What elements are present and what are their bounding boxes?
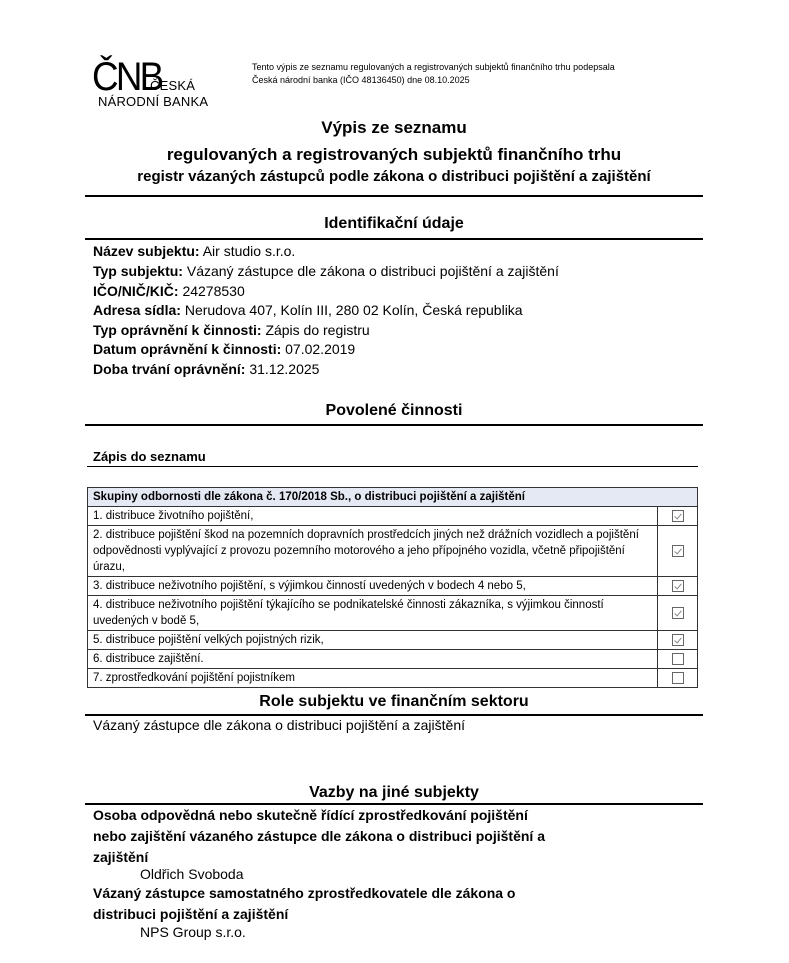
row-checkbox-cell [658, 631, 698, 650]
relation-label-responsible-person: Osoba odpovědná nebo skutečně řídící zprostředkování pojištění nebo zajištění vázaného zástupce dle zákona o distribuci pojištění a zajištění [93, 807, 545, 865]
row-text: 7. zprostředkování pojištění pojistníkem [88, 669, 658, 688]
checkbox-unchecked-icon [672, 672, 684, 684]
row-text: 4. distribuce neživotního pojištění týkajícího se podnikatelské činnosti zákazníka, s výjimkou činností uvedených v bodě 5, [88, 596, 658, 631]
field-label: Typ subjektu: [93, 263, 183, 279]
checkbox-checked-icon [672, 510, 684, 522]
row-checkbox-cell [658, 526, 698, 577]
field-subject-type [93, 261, 559, 281]
table-row [88, 507, 698, 526]
cnb-logo [90, 57, 250, 113]
field-authorization-duration [93, 359, 319, 379]
field-ico [93, 281, 245, 301]
field-authorization-type [93, 320, 370, 340]
subsection-heading-register: Zápis do seznamu [93, 449, 206, 464]
section-heading-relations: Vazby na jiné subjekty [309, 784, 479, 801]
field-value: Vázaný zástupce dle zákona o distribuci pojištění a zajištění [186, 263, 559, 279]
section-heading-role: Role subjektu ve finančním sektoru [259, 693, 529, 710]
row-text: 5. distribuce pojištění velkých pojistných rizik, [88, 631, 658, 650]
table-row [88, 631, 698, 650]
field-value: Air studio s.r.o. [202, 243, 296, 259]
checkbox-checked-icon [672, 580, 684, 592]
field-address [93, 300, 523, 320]
field-authorization-date [93, 339, 355, 359]
field-label: Datum oprávnění k činnosti: [93, 341, 282, 357]
field-value: 31.12.2025 [249, 361, 320, 377]
role-divider [85, 714, 703, 716]
row-checkbox-cell [658, 669, 698, 688]
row-checkbox-cell [658, 650, 698, 669]
field-label: Adresa sídla: [93, 302, 181, 318]
row-text: 2. distribuce pojištění škod na pozemních dopravních prostředcích jiných než drážních vozidlech a pojištění odpovědnosti vyplývající z provozu pozemního motorového a jeho přípojného vozidla, včetně připojištění úrazu, [88, 526, 658, 577]
relation-value-responsible-person: Oldřich Svoboda [140, 866, 244, 882]
signature-note-line2: Česká národní banka (IČO 48136450) dne 08.10.2025 [252, 75, 470, 85]
signature-note-line1: Tento výpis ze seznamu regulovaných a registrovaných subjektů finančního trhu podepsala [252, 62, 615, 72]
checkbox-checked-icon [672, 545, 684, 557]
checkbox-checked-icon [672, 634, 684, 646]
activities-divider [85, 424, 703, 426]
row-text: 6. distribuce zajištění. [88, 650, 658, 669]
identification-divider [85, 238, 703, 240]
document-title: Výpis ze seznamu [321, 118, 467, 137]
field-value: 24278530 [182, 283, 245, 299]
document-subtitle: registr vázaných zástupců podle zákona o distribuci pojištění a zajištění [137, 168, 651, 185]
field-value: Zápis do registru [265, 322, 370, 338]
table-row [88, 526, 698, 577]
field-value: 07.02.2019 [285, 341, 356, 357]
field-label: Název subjektu: [93, 243, 200, 259]
field-label: Doba trvání oprávnění: [93, 361, 246, 377]
relation-label-parent-intermediary: Vázaný zástupce samostatného zprostředkovatele dle zákona o distribuci pojištění a zajištění [93, 885, 516, 922]
field-label: Typ oprávnění k činnosti: [93, 322, 262, 338]
signature-note [252, 61, 672, 87]
logo-text-line1: ČESKÁ [150, 78, 196, 93]
field-subject-name [93, 241, 295, 261]
row-checkbox-cell [658, 596, 698, 631]
row-text: 3. distribuce neživotního pojištění, s výjimkou činností uvedených v bodech 4 nebo 5, [88, 577, 658, 596]
row-checkbox-cell [658, 577, 698, 596]
row-checkbox-cell [658, 507, 698, 526]
table-header: Skupiny odbornosti dle zákona č. 170/2018 Sb., o distribuci pojištění a zajištění [88, 488, 698, 507]
logo-text-line2: NÁRODNÍ BANKA [98, 94, 209, 109]
field-value: Nerudova 407, Kolín III, 280 02 Kolín, Česká republika [184, 302, 523, 318]
table-row [88, 650, 698, 669]
expertise-groups-table [87, 487, 698, 688]
document-title-line2: regulovaných a registrovaných subjektů finančního trhu [166, 145, 622, 164]
logo-monogram: ČNB [92, 55, 162, 99]
section-heading-activities: Povolené činnosti [325, 402, 463, 419]
checkbox-unchecked-icon [672, 653, 684, 665]
relation-value-parent-intermediary: NPS Group s.r.o. [140, 924, 246, 940]
table-row [88, 669, 698, 688]
checkbox-checked-icon [672, 607, 684, 619]
section-heading-identification: Identifikační údaje [324, 215, 464, 232]
table-row [88, 596, 698, 631]
title-divider [85, 195, 703, 197]
register-divider [87, 466, 698, 467]
field-label: IČO/NIČ/KIČ: [93, 283, 179, 299]
role-value: Vázaný zástupce dle zákona o distribuci pojištění a zajištění [93, 717, 465, 733]
table-row [88, 577, 698, 596]
row-text: 1. distribuce životního pojištění, [88, 507, 658, 526]
table-header-row [88, 488, 698, 507]
